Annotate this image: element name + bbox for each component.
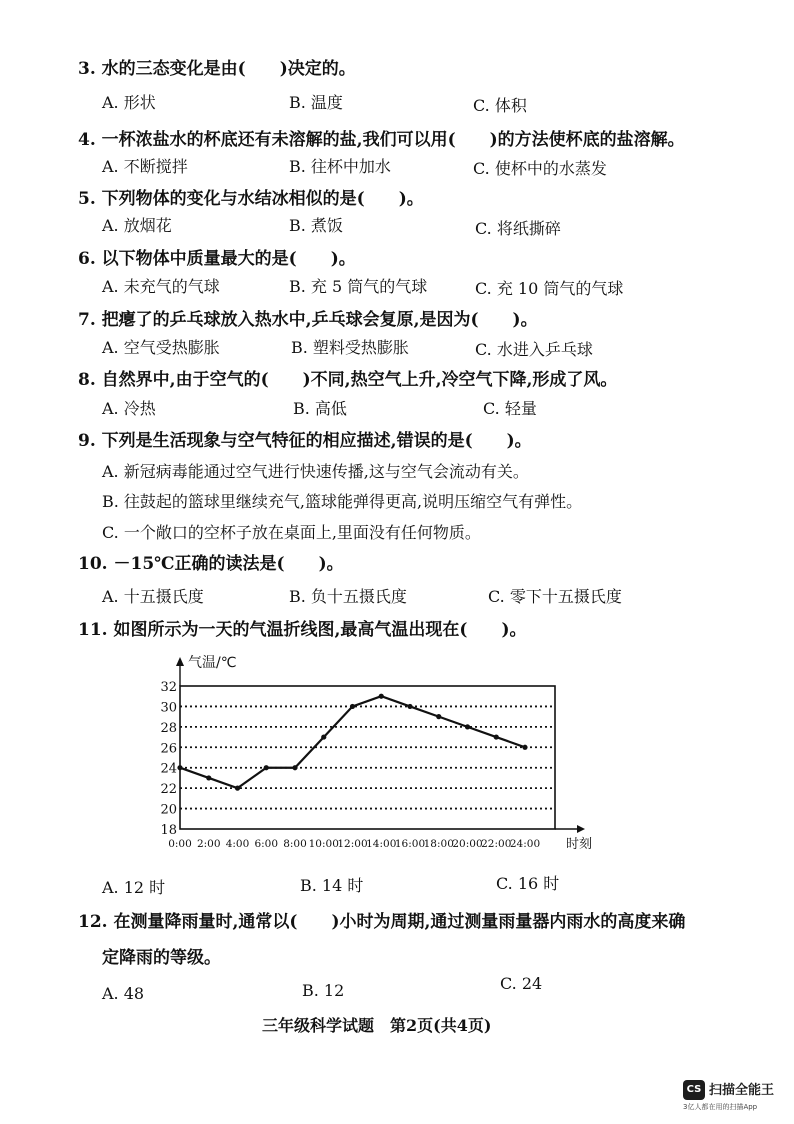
x-tick-label: 22:00 [481,838,512,850]
x-tick-label: 8:00 [283,838,307,850]
q10-option-c: C. 零下十五摄氏度 [488,587,622,606]
question-5-stem: 5. 下列物体的变化与水结冰相似的是( )。 [78,189,424,209]
x-tick-label: 14:00 [366,838,397,850]
y-tick-label: 28 [160,720,177,736]
x-tick-label: 10:00 [308,838,339,850]
q6-option-b: B. 充 5 筒气的气球 [289,277,428,296]
temperature-data-point [177,765,182,770]
x-tick-label: 16:00 [394,838,426,850]
temperature-data-point [494,734,499,739]
q9-statement-a: A. 新冠病毒能通过空气进行快速传播,这与空气会流动有关。 [102,462,529,481]
q12-option-c: C. 24 [500,974,543,993]
q3-option-c: C. 体积 [473,96,527,115]
q11-option-b: B. 14 时 [300,876,364,895]
question-3-stem: 3. 水的三态变化是由( )决定的。 [78,59,356,79]
q9-statement-c: C. 一个敞口的空杯子放在桌面上,里面没有任何物质。 [102,523,481,542]
scanner-app-name: 扫描全能王 [709,1083,775,1098]
camscanner-logo-icon: CS [683,1080,705,1100]
chart-frame [180,686,555,829]
q7-option-b: B. 塑料受热膨胀 [291,338,409,357]
temperature-data-point [436,714,441,719]
q7-option-a: A. 空气受热膨胀 [102,338,220,357]
x-tick-label: 2:00 [196,838,221,850]
question-6-stem: 6. 以下物体中质量最大的是( )。 [78,249,356,269]
question-12-stem-continued: 定降雨的等级。 [102,948,221,968]
q5-option-c: C. 将纸撕碎 [475,219,561,238]
chart-x-axis-label: 时刻 [566,837,593,852]
x-tick-label: 20:00 [452,838,483,850]
q3-option-b: B. 温度 [289,93,343,112]
x-axis-arrow-icon [577,825,585,833]
temperature-data-point [522,745,527,750]
question-4-stem: 4. 一杯浓盐水的杯底还有未溶解的盐,我们可以用( )的方法使杯底的盐溶解。 [78,130,685,150]
x-tick-label: 12:00 [337,838,368,850]
chart-y-axis-label: 气温/℃ [188,655,237,671]
q6-option-a: A. 未充气的气球 [102,277,220,296]
question-7-stem: 7. 把瘪了的乒乓球放入热水中,乒乓球会复原,是因为( )。 [78,310,538,330]
temperature-data-point [292,765,297,770]
x-tick-label: 6:00 [254,838,279,850]
y-tick-label: 22 [160,782,177,798]
y-tick-label: 18 [160,823,177,838]
temperature-data-point [321,734,326,739]
y-tick-label: 30 [160,700,177,716]
temperature-data-point [350,704,355,709]
y-tick-label: 24 [160,761,177,777]
question-12-stem: 12. 在测量降雨量时,通常以( )小时为周期,通过测量雨量器内雨水的高度来确 [78,912,686,932]
x-tick-label: 4:00 [225,838,250,850]
q4-option-c: C. 使杯中的水蒸发 [473,159,607,178]
temperature-data-point [465,724,470,729]
q12-option-b: B. 12 [302,981,345,1000]
q8-option-b: B. 高低 [293,399,347,418]
temperature-data-point [235,786,240,791]
x-tick-label: 18:00 [423,838,454,850]
y-tick-label: 20 [160,802,177,818]
q5-option-a: A. 放烟花 [102,216,172,235]
x-tick-label: 0:00 [168,838,192,850]
question-8-stem: 8. 自然界中,由于空气的( )不同,热空气上升,冷空气下降,形成了风。 [78,370,618,390]
q11-option-c: C. 16 时 [496,874,560,893]
temperature-data-point [264,765,269,770]
q6-option-c: C. 充 10 筒气的气球 [475,279,624,298]
scanner-app-tagline: 3亿人都在用的扫描App [683,1103,758,1111]
q5-option-b: B. 煮饭 [289,216,343,235]
temperature-data-point [407,704,412,709]
q4-option-a: A. 不断搅拌 [102,157,188,176]
q3-option-a: A. 形状 [102,93,156,112]
q12-option-a: A. 48 [102,984,145,1003]
temperature-line-chart [158,650,598,855]
x-tick-label: 24:00 [509,838,541,850]
page-footer: 三年级科学试题 第2页(共4页) [262,1016,492,1035]
q10-option-a: A. 十五摄氏度 [102,587,204,606]
q10-option-b: B. 负十五摄氏度 [289,587,407,606]
question-10-stem: 10. －15℃正确的读法是( )。 [78,554,344,574]
q7-option-c: C. 水进入乒乓球 [475,340,593,359]
temperature-data-point [379,694,384,699]
question-11-stem: 11. 如图所示为一天的气温折线图,最高气温出现在( )。 [78,620,527,640]
y-tick-label: 26 [160,741,177,757]
q4-option-b: B. 往杯中加水 [289,157,391,176]
q8-option-c: C. 轻量 [483,399,537,418]
temperature-data-point [206,775,211,780]
q11-option-a: A. 12 时 [102,878,166,897]
temperature-series-line [180,696,525,788]
q9-statement-b: B. 往鼓起的篮球里继续充气,篮球能弹得更高,说明压缩空气有弹性。 [102,492,583,511]
q8-option-a: A. 冷热 [102,399,156,418]
question-9-stem: 9. 下列是生活现象与空气特征的相应描述,错误的是( )。 [78,431,532,451]
y-axis-arrow-icon [176,657,184,666]
y-tick-label: 32 [160,680,177,695]
